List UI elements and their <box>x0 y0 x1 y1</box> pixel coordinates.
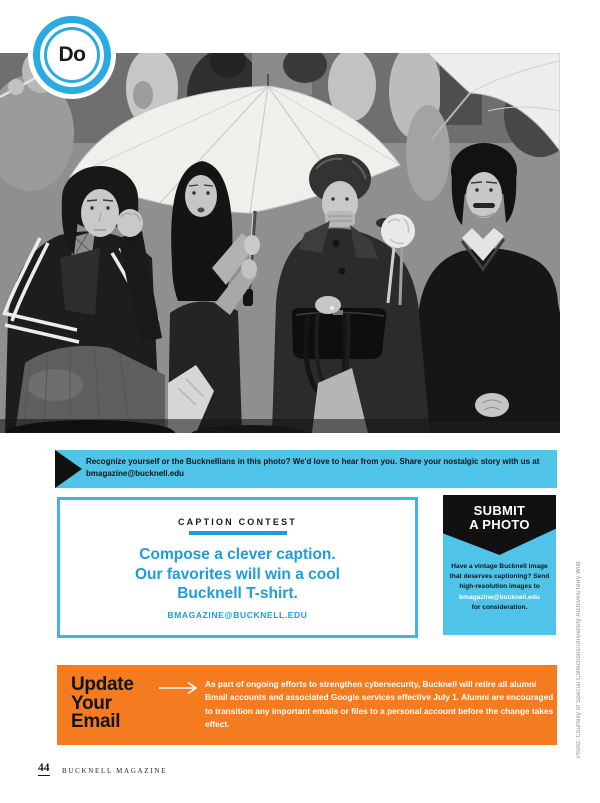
caption-heading-line: Bucknell T-shirt. <box>177 585 298 603</box>
submit-title-line: SUBMIT <box>473 503 526 518</box>
vintage-photo <box>0 53 560 433</box>
caption-contest-underline <box>189 531 287 535</box>
recognition-banner-text <box>86 456 551 480</box>
caption-contest-heading <box>60 545 415 604</box>
recognition-banner-line: Recognize yourself or the Bucknellians in this photo? We'd love to hear from you. Share your nostalgic story with us at <box>86 457 540 466</box>
update-email-title <box>71 676 134 732</box>
caption-contest-box <box>57 497 418 638</box>
do-section-badge-label: Do <box>58 43 86 66</box>
photo-bottom-shadow <box>0 419 560 433</box>
submit-body-text: Have a vintage Bucknell image that deserves captioning? Send high-resolution images to <box>449 563 550 591</box>
caption-heading-line: Compose a clever caption. <box>139 546 336 563</box>
vintage-photo-illustration <box>0 53 560 433</box>
update-title-line: Email <box>71 711 121 733</box>
caption-contest-kicker: CAPTION CONTEST <box>177 517 297 527</box>
submit-title-line: A PHOTO <box>469 517 530 533</box>
page-number: 44 <box>38 762 50 774</box>
caption-contest-email[interactable]: BMAGAZINE@BUCKNELL.EDU <box>167 609 308 620</box>
submit-photo-email[interactable]: bmagazine@bucknell.edu <box>459 593 540 601</box>
submit-photo-title <box>443 495 556 533</box>
right-arrow-icon <box>158 681 200 695</box>
update-title-line: Your <box>71 692 112 714</box>
magazine-name: BUCKNELL MAGAZINE <box>62 767 168 775</box>
caption-heading-line: Our favorites will win a cool <box>135 565 340 583</box>
do-section-badge <box>33 16 111 94</box>
pointer-triangle-icon <box>55 450 82 488</box>
submit-photo-box <box>443 495 556 635</box>
update-email-body: As part of ongoing efforts to strengthen cybersecurity, Bucknell will retire all alumni Bmail accounts and associated Google services effective July 1. Alumni are encouraged to transition any important emails or files to a personal account before the change takes effect. <box>205 679 554 729</box>
update-email-box <box>57 665 557 745</box>
photo-credit: Photo: Courtesy of Special Collections/University Archives/Terry Wild <box>576 561 582 758</box>
submit-photo-body <box>449 562 550 613</box>
update-title-line: Update <box>71 674 134 695</box>
recognition-banner <box>55 450 557 488</box>
recognition-banner-email[interactable]: bmagazine@bucknell.edu <box>86 469 185 478</box>
submit-body-text: for consideration. <box>471 603 528 611</box>
